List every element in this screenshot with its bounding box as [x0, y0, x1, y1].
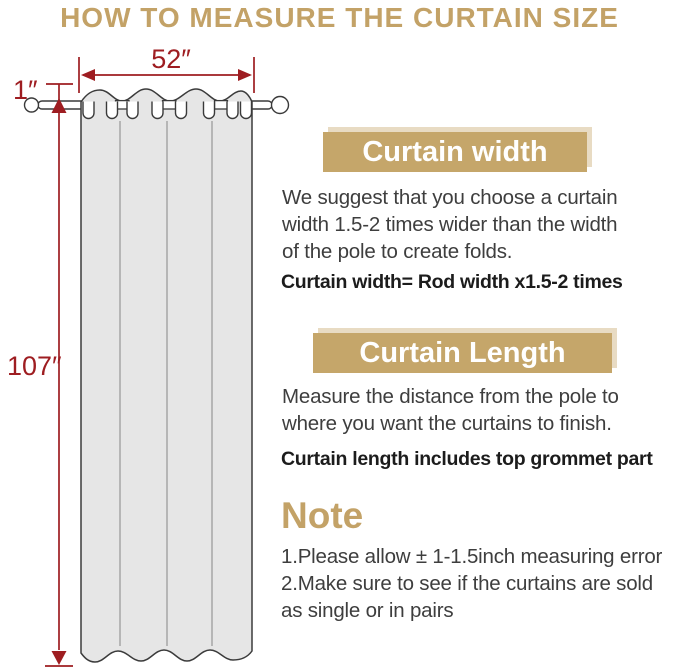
curtain-width-description: [282, 184, 617, 265]
rod-finial-right: [272, 97, 289, 114]
note-heading: Note: [281, 495, 364, 536]
text-line: Measure the distance from the pole to: [282, 385, 619, 408]
text-line: where you want the curtains to finish.: [282, 412, 612, 435]
text-line: of the pole to create folds.: [282, 240, 513, 263]
note-list: [281, 543, 662, 624]
length-measurement-label: 107″: [7, 351, 62, 381]
note-item: as single or in pairs: [281, 599, 454, 622]
curtain-length-description: [282, 383, 619, 437]
curtain-length-formula: Curtain length includes top grommet part: [281, 448, 653, 470]
grommet-offset-label: 1″: [13, 75, 38, 105]
curtain-width-formula: Curtain width= Rod width x1.5-2 times: [281, 271, 623, 293]
note-item: 1.Please allow ± 1-1.5inch measuring error: [281, 545, 663, 568]
width-measurement-label: 52″: [151, 44, 191, 74]
text-line: width 1.5-2 times wider than the width: [282, 213, 618, 236]
curtain-length-heading: Curtain Length: [313, 333, 612, 373]
text-line: We suggest that you choose a curtain: [282, 186, 618, 209]
page-title: HOW TO MEASURE THE CURTAIN SIZE: [60, 2, 619, 33]
note-item: 2.Make sure to see if the curtains are sold: [281, 572, 653, 595]
curtain-width-heading: Curtain width: [323, 132, 587, 172]
curtain-measurement-diagram: [0, 0, 310, 671]
